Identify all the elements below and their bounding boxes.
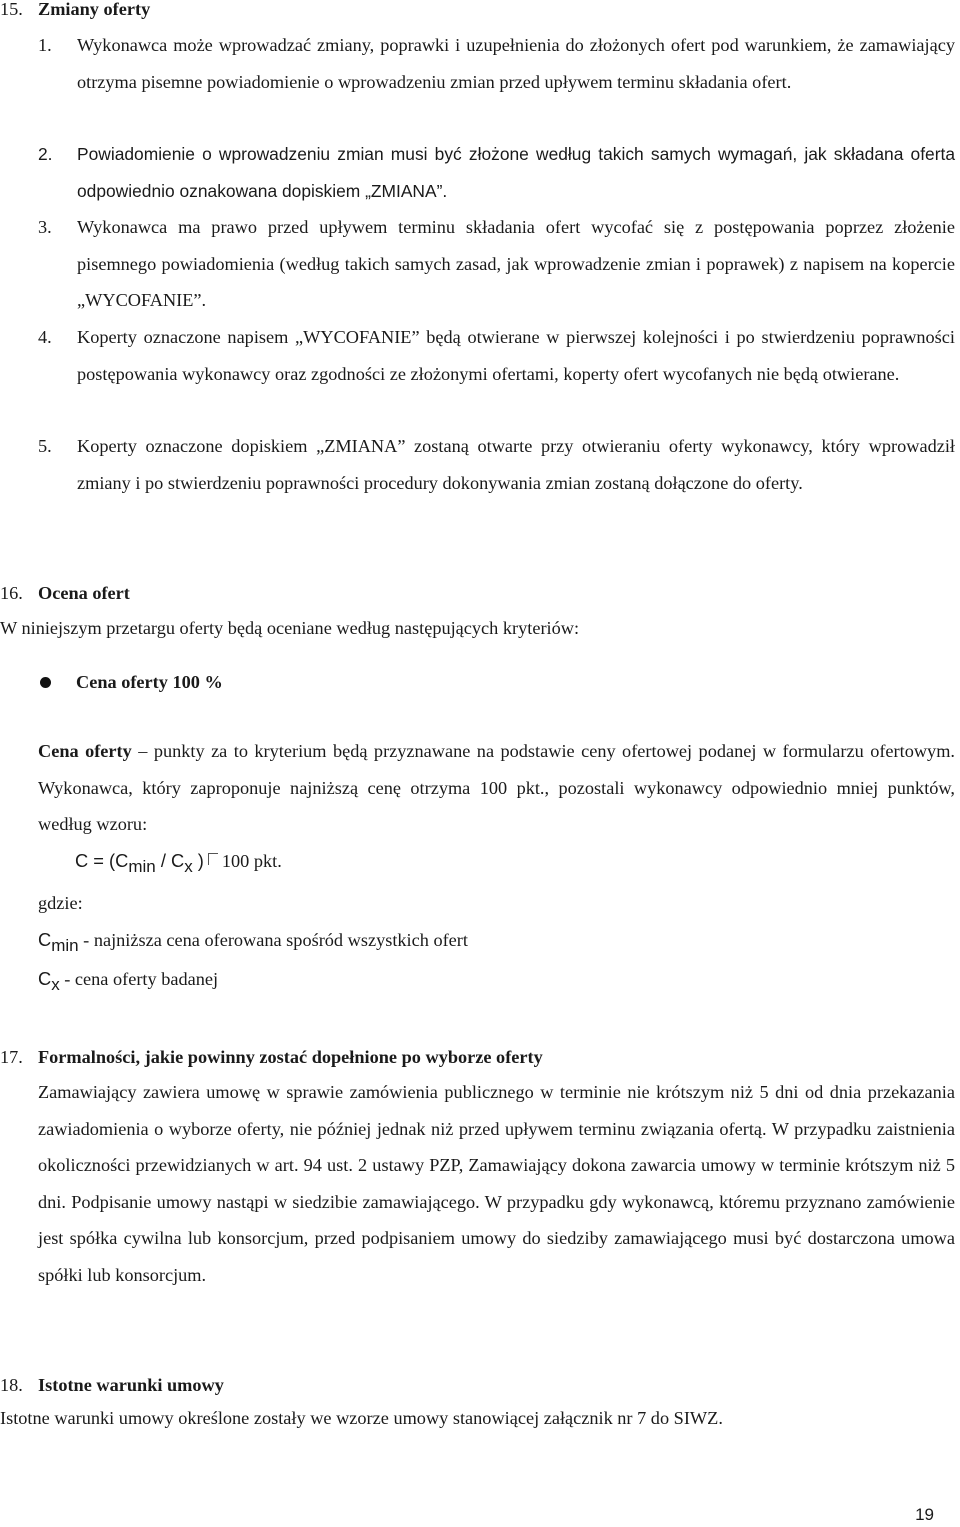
multiply-symbol-icon xyxy=(208,853,218,865)
definition-cx: $C_x$ - cena oferty badanej xyxy=(38,968,219,994)
criterion-label: Cena oferty 100 % xyxy=(76,672,223,692)
criterion-text: – punkty za to kryterium będą przyznawane na podstawie ceny ofertowej podanej w formularzu ofertowym. Wykonawca, który zaproponuje najniższą cenę otrzyma 100 pkt., pozostali wykonawcy odpowiednio mniej punktów, według wzoru: xyxy=(38,741,955,834)
section-18-heading xyxy=(0,1374,224,1396)
page-number: 19 xyxy=(915,1505,934,1524)
section-17-heading xyxy=(0,1046,543,1068)
section-title: Ocena ofert xyxy=(38,583,130,603)
section-number: 16. xyxy=(0,583,23,603)
section-title: Zmiany oferty xyxy=(38,0,151,19)
item-text: Koperty oznaczone napisem „WYCOFANIE” będą otwierane w pierwszej kolejności i po stwierdzeniu poprawności postępowania wykonawcy oraz zgodności ze złożonymi ofertami, koperty ofert wycofanych nie będą otwierane. xyxy=(77,327,955,384)
item-number: 4. xyxy=(38,327,52,347)
list-item xyxy=(38,209,955,319)
section-intro: W niniejszym przetargu oferty będą oceniane według następujących kryteriów: xyxy=(0,618,580,638)
list-item xyxy=(38,428,955,501)
item-text: Powiadomienie o wprowadzeniu zmian musi być złożone według takich samych wymagań, jak składana oferta odpowiednio oznakowana dopiskiem „ZMIANA”. xyxy=(77,144,955,201)
section-number: 18. xyxy=(0,1375,23,1395)
section-number: 17. xyxy=(0,1047,23,1067)
list-item xyxy=(38,27,955,100)
section-number: 15. xyxy=(0,0,23,19)
criterion-description xyxy=(38,733,955,843)
item-text: Koperty oznaczone dopiskiem „ZMIANA” zostaną otwarte przy otwieraniu oferty wykonawcy, który wprowadził zmiany i po stwierdzeniu poprawności procedury dokonywania zmian zostaną dołączone do oferty. xyxy=(77,436,955,493)
criterion-name: Cena oferty xyxy=(38,741,132,761)
section-title: Formalności, jakie powinny zostać dopełnione po wyborze oferty xyxy=(38,1047,543,1067)
list-item xyxy=(38,136,955,209)
item-text: Wykonawca może wprowadzać zmiany, poprawki i uzupełnienia do złożonych ofert pod warunkiem, że zamawiający otrzyma pisemne powiadomienie o wprowadzeniu zmian przed upływem terminu składania ofert. xyxy=(77,35,955,92)
section-16-heading xyxy=(0,582,130,604)
list-item xyxy=(38,319,955,392)
section-17-text: Zamawiający zawiera umowę w sprawie zamówienia publicznego w terminie nie krótszym niż 5 dni od dnia przekazania zawiadomienia o wyborze oferty, nie później jednak niż przed upływem terminu związania ofertą. W przypadku zaistnienia okoliczności przewidzianych w art. 94 ust. 2 ustawy PZP, Zamawiający dokona zawarcia umowy w terminie krótszym niż 5 dni. Podpisanie umowy nastąpi w siedzibie zamawiającego. W przypadku gdy wykonawcą, któremu przyznano zamówienie jest spółka cywilna lub konsorcjum, przed podpisaniem umowy do siedziby zamawiającego musi być dostarczona umowa spółki lub konsorcjum. xyxy=(38,1082,955,1285)
score-formula: $C = (C_{min} / C_x$ ) 100 pkt. xyxy=(75,850,282,876)
where-label: gdzie: xyxy=(38,893,83,913)
item-number: 3. xyxy=(38,217,52,237)
section-title: Istotne warunki umowy xyxy=(38,1375,224,1395)
section-15-heading xyxy=(0,0,150,20)
definition-cmin: $C_{min}$ - najniższa cena oferowana spośród wszystkich ofert xyxy=(38,929,468,955)
bullet-icon xyxy=(40,677,51,688)
item-number: 5. xyxy=(38,436,52,456)
item-number: 1. xyxy=(38,35,52,55)
item-text: Wykonawca ma prawo przed upływem terminu składania ofert wycofać się z postępowania poprzez złożenie pisemnego powiadomienia (według takich samych zasad, jak wprowadzenie zmian i poprawek) z napisem na kopercie „WYCOFANIE”. xyxy=(77,217,955,310)
section-18-text: Istotne warunki umowy określone zostały we wzorze umowy stanowiącej załącznik nr 7 do SIWZ. xyxy=(0,1408,723,1428)
item-number: 2. xyxy=(38,144,53,164)
